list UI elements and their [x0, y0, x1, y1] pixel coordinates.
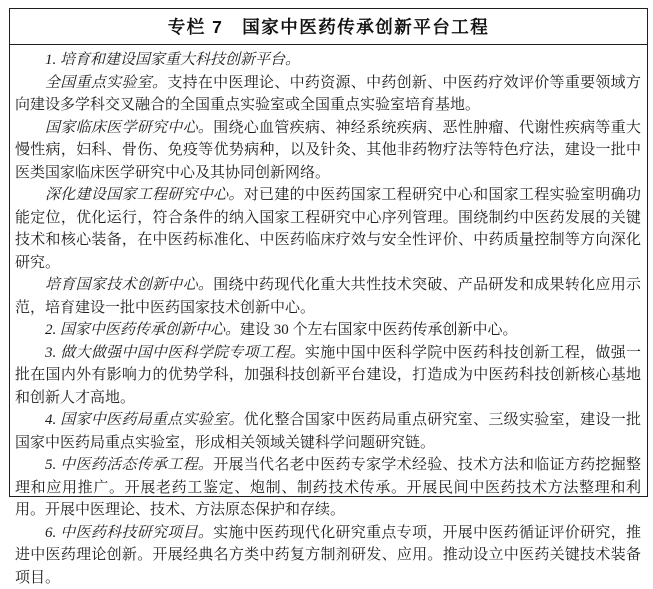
paragraph-item-5	[15, 274, 641, 319]
paragraph-item-8-lead: 4. 国家中医药局重点实验室。	[45, 412, 244, 428]
paragraph-item-4-body: 对已建的中医药国家工程研究中心和国家工程实验室明确功能定位，优化运行，符合条件的纳入国家工程研究中心序列管理。围绕制约中医药发展的关键技术和核心装备，在中医药标准化、中医药临床疗效与安全性评价、中药质量控制等方向深化研究。	[15, 187, 641, 271]
paragraph-item-10	[15, 522, 641, 589]
paragraph-item-9	[15, 454, 641, 522]
paragraph-item-9-body: 开展当代名老中医药专家学术经验、技术方法和临证方药挖掘整理和应用推广。开展老药工鉴定、炮制、制药技术传承。开展民间中医药技术方法整理和利用。开展中医理论、技术、方法原态保护和存续。	[15, 457, 641, 518]
panel-title: 专栏 7 国家中医药传承创新平台工程	[168, 14, 490, 39]
column7-panel	[9, 8, 648, 497]
paragraph-item-8-body: 优化整合国家中医药局重点研究室、三级实验室，建设一批国家中医药局重点实验室，形成相关领域关键科学问题研究链。	[15, 412, 641, 451]
paragraph-item-10-body: 实施中医药现代化研究重点专项，开展中医药循证评价研究，推进中医药理论创新。开展经典名方类中药复方制剂研发、应用。推动设立中医药关键技术装备项目。	[15, 525, 641, 586]
paragraph-item-7-lead: 3. 做大做强中国中医科学院专项工程。	[45, 345, 305, 361]
paragraph-item-6-lead: 2. 国家中医药传承创新中心。	[45, 322, 240, 338]
paragraph-item-10-lead: 6. 中医药科技研究项目。	[45, 525, 213, 541]
paragraph-item-3	[15, 117, 641, 185]
paragraph-item-7	[15, 342, 641, 410]
paragraph-item-1	[15, 49, 641, 72]
paragraph-item-1-lead: 1. 培育和建设国家重大科技创新平台。	[45, 52, 300, 68]
paragraph-item-7-body: 实施中国中医科学院中医药科技创新工程，做强一批在国内外有影响力的优势学科，加强科技创新平台建设，打造成为中医药科技创新核心基地和创新人才高地。	[15, 345, 641, 406]
paragraph-item-6-body: 建设 30 个左右国家中医药传承创新中心。	[240, 322, 518, 338]
paragraph-item-2-body: 支持在中医理论、中药资源、中药创新、中医药疗效评价等重要领域方向建设多学科交叉融合的全国重点实验室或全国重点实验室培育基地。	[15, 75, 641, 114]
panel-title-bar	[10, 9, 647, 45]
paragraph-item-5-body: 围绕中药现代化重大共性技术突破、产品研发和成果转化应用示范，培育建设一批中医药国家技术创新中心。	[15, 277, 641, 316]
paragraph-item-9-lead: 5. 中医药活态传承工程。	[45, 457, 213, 473]
paragraph-item-3-body: 围绕心血管疾病、神经系统疾病、恶性肿瘤、代谢性疾病等重大慢性病，妇科、骨伤、免疫等优势病种，以及针灸、其他非药物疗法等特色疗法，建设一批中医类国家临床医学研究中心及其协同创新网络。	[15, 120, 641, 181]
paragraph-item-4	[15, 184, 641, 274]
paragraph-item-2	[15, 72, 641, 117]
panel-body	[10, 45, 647, 589]
paragraph-item-5-lead: 培育国家技术创新中心。	[45, 277, 213, 293]
paragraph-item-4-lead: 深化建设国家工程研究中心。	[45, 187, 244, 203]
paragraph-item-8	[15, 409, 641, 454]
paragraph-item-6	[15, 319, 641, 342]
paragraph-item-2-lead: 全国重点实验室。	[45, 75, 167, 91]
paragraph-item-3-lead: 国家临床医学研究中心。	[45, 120, 213, 136]
